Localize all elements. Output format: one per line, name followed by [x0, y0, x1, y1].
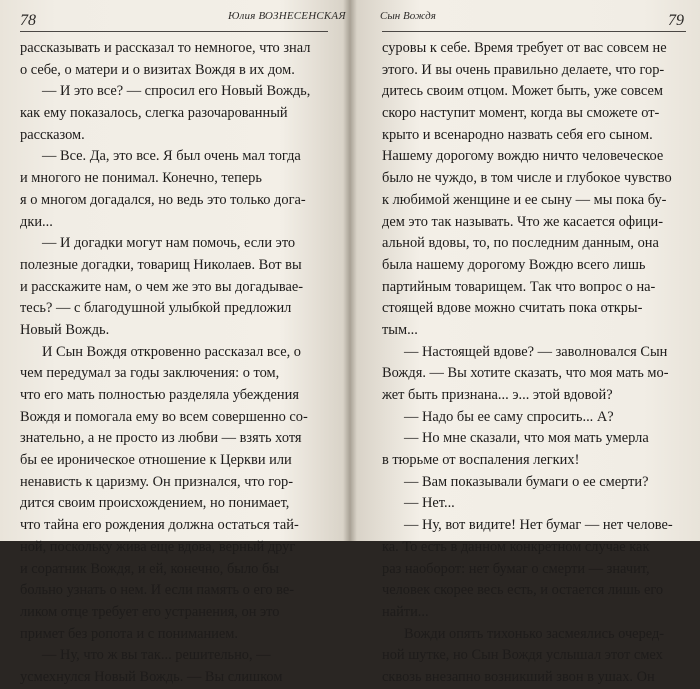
text-line: стоящей вдове можно считать пока откры- — [382, 300, 643, 317]
text-line: — Настоящей вдове? — заволновался Сын — [404, 343, 668, 360]
text-line: и соратник Вождя, и ей, конечно, было бы — [20, 560, 279, 577]
text-line: Новый Вождь. — [20, 321, 110, 338]
text-line: что тайна его рождения должна остаться тай- — [20, 517, 299, 534]
text-line: рассказывать и рассказал то немногое, что знал — [20, 40, 311, 56]
text-line: знательно, а не просто из любви — взять хотя — [20, 430, 302, 447]
running-header: Сын Вождя — [380, 10, 436, 22]
page-body — [20, 38, 330, 689]
text-line: тесь? — с благодушной улыбкой предложил — [20, 300, 292, 317]
text-line: — Ну, вот видите! Нет бумаг — нет челове- — [404, 517, 673, 534]
text-line: — Нет... — [404, 495, 455, 512]
text-line: альной вдовы, то, по последним данным, она — [382, 235, 659, 252]
text-line: бы ее ироническое отношение к Церкви или — [20, 452, 292, 469]
text-line: о себе, о матери и о визитах Вождя в их дом. — [20, 61, 295, 78]
text-line: раз наоборот: нет бумаг о смерти — значит, — [382, 560, 650, 577]
text-line: было не чуждо, в том числе и глубокое чувство — [382, 170, 672, 187]
text-line: — Вам показывали бумаги о ее смерти? — [404, 473, 649, 490]
text-line: как ему показалось, слегка разочарованный — [20, 105, 288, 122]
text-line: тым... — [382, 321, 418, 338]
text-line: рассказом. — [20, 126, 85, 143]
running-header: Юлия ВОЗНЕСЕНСКАЯ — [228, 10, 346, 22]
page-number: 79 — [668, 12, 684, 29]
text-line: усмехнулся Новый Вождь. — Вы слишком — [20, 668, 283, 685]
text-line: дки... — [20, 213, 53, 230]
text-line: человек скорее весь есть, и остается лишь его — [382, 582, 664, 599]
text-line: ной шутке, но Сын Вождя услышал этот смех — [382, 647, 663, 664]
left-page — [0, 0, 350, 685]
text-line: примет без ропота и с пониманием. — [20, 625, 238, 642]
text-line: — Но мне сказали, что моя мать умерла — [404, 430, 649, 447]
text-line: сквозь внезапно возникший звон в ушах. Он — [382, 668, 655, 685]
text-line: в тюрьме от воспаления легких! — [382, 452, 580, 469]
text-line: И Сын Вождя откровенно рассказал все, о — [42, 343, 301, 360]
text-line: партийным товарищем. Так что вопрос о на- — [382, 278, 656, 295]
text-line: — Все. Да, это все. Я был очень мал тогда — [42, 148, 301, 165]
text-line: — И догадки могут нам помочь, если это — [42, 235, 296, 252]
text-line: я о многом догадался, но ведь это только дога- — [20, 191, 306, 208]
text-line: ненависть к царизму. Он признался, что гор- — [20, 473, 294, 490]
text-line: дем это так называть. Что же касается офици- — [382, 213, 663, 230]
text-line: Вождя. — Вы хотите сказать, что моя мать мо- — [382, 365, 669, 382]
text-line: дится своим происхождением, но понимает, — [20, 495, 290, 512]
text-line: дитесь своим отцом. Может быть, уже совсем — [382, 83, 663, 100]
text-line: — Ну, что ж вы так... решительно, — — [42, 647, 271, 664]
text-line: и расскажите нам, о чем же это вы догадывае- — [20, 278, 304, 295]
text-line: ка. То есть в данном конкретном случае как — [382, 538, 650, 555]
text-line: Нашему дорогому вождю ничто человеческое — [382, 148, 664, 165]
text-line: жет быть признана... э... этой вдовой? — [382, 387, 613, 403]
right-page — [350, 0, 700, 685]
text-line: этого. И вы очень правильно делаете, что гор- — [382, 61, 665, 78]
text-line: к любимой женщине и ее сыну — мы пока бу- — [382, 191, 667, 208]
page-number: 78 — [20, 12, 36, 29]
text-line: крыто и всенародно назвать себя его сыном. — [382, 126, 653, 143]
text-line: ликом отце требует его устранения, он это — [20, 603, 280, 620]
text-line: Вожди опять тихонько засмеялись очеред- — [404, 625, 665, 642]
text-line: Вождя и помогала ему во всем совершенно со- — [20, 408, 308, 425]
text-line: что его мать полностью разделяла убеждения — [20, 387, 299, 403]
text-line: ной, поскольку жива еще вдова, верный друг — [20, 538, 296, 555]
text-line: полезные догадки, товарищ Николаев. Вот вы — [20, 256, 302, 273]
page-body — [382, 38, 694, 689]
header-rule — [382, 31, 686, 32]
text-line: была нашему дорогому Вождю всего лишь — [382, 256, 646, 273]
text-line: найти... — [382, 603, 429, 620]
text-line: чем передумал за годы заключения: о том, — [20, 365, 280, 382]
text-line: — Надо бы ее саму спросить... А? — [404, 408, 614, 425]
text-line: — И это все? — спросил его Новый Вождь, — [42, 83, 311, 100]
text-line: больно узнать о нем. И если память о его ве- — [20, 582, 295, 599]
text-line: и многого не понимал. Конечно, теперь — [20, 170, 262, 187]
text-line: скоро наступит момент, когда вы сможете от- — [382, 105, 660, 122]
header-rule — [20, 31, 328, 32]
text-line: суровы к себе. Время требует от вас совсем не — [382, 40, 667, 56]
